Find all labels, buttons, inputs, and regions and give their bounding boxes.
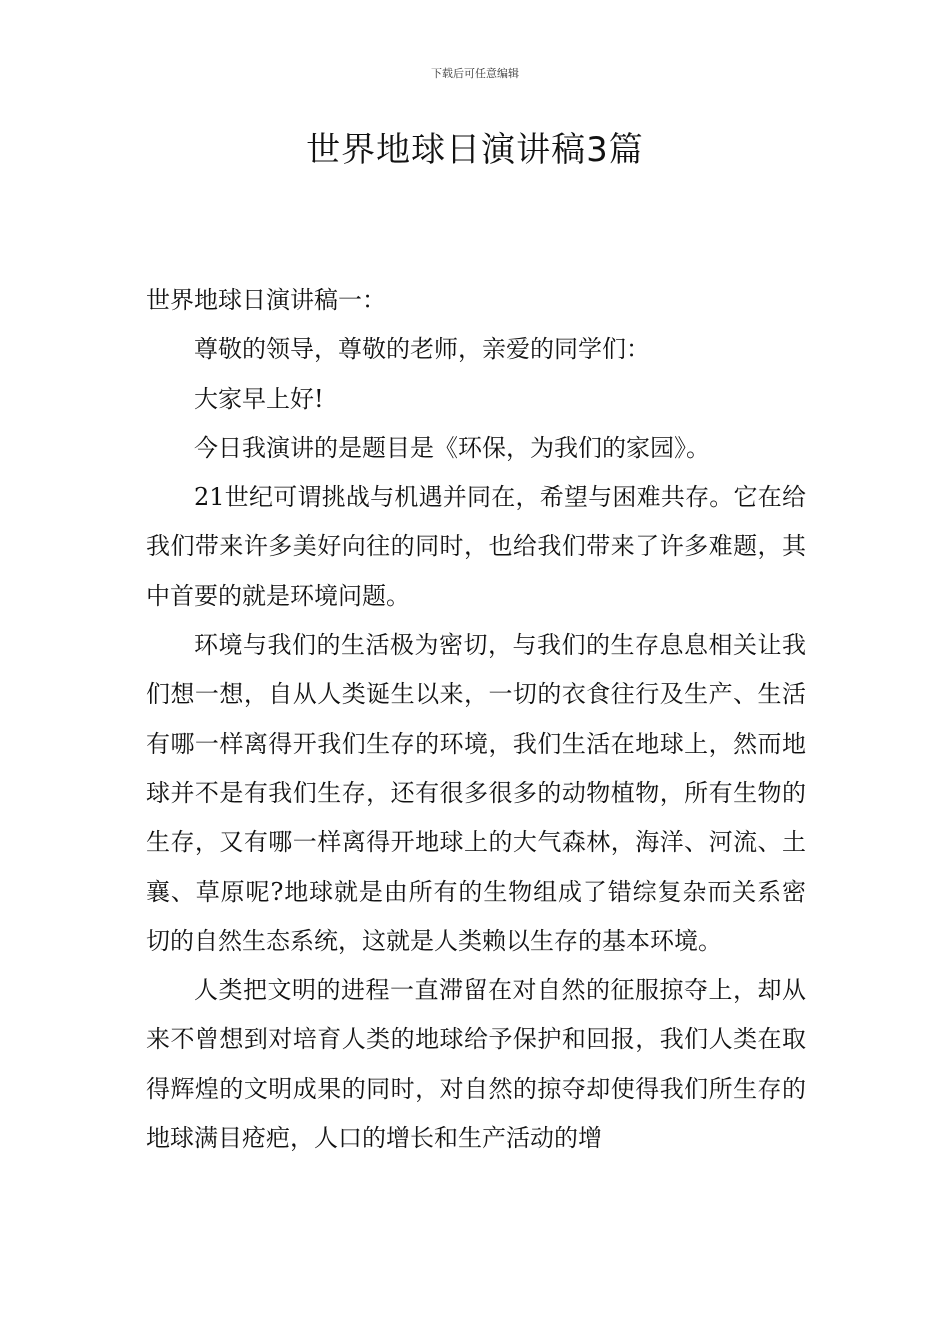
header-note: 下载后可任意编辑	[431, 67, 519, 80]
document-body	[146, 276, 806, 1163]
paragraph-salutation: 尊敬的领导，尊敬的老师，亲爱的同学们：	[194, 335, 650, 364]
paragraph-topic: 今日我演讲的是题目是《环保，为我们的家园》。	[194, 433, 710, 462]
paragraph-body: 环境与我们的生活极为密切，与我们的生存息息相关让我们想一想，自从人类诞生以来，一切的衣食往行及生产、生活有哪一样离得开我们生存的环境，我们生活在地球上，然而地球并不是有我们生存，还有很多很多的动物植物，所有生物的生存，又有哪一样离得开地球上的大气森林，海洋、河流、土襄、草原呢?地球就是由所有的生物组成了错综复杂而关系密切的自然生态系统，这就是人类赖以生存的基本环境。	[146, 631, 806, 955]
document-title: 世界地球日演讲稿3篇	[306, 130, 644, 170]
paragraph-body: 人类把文明的进程一直滞留在对自然的征服掠夺上，却从来不曾想到对培育人类的地球给予保护和回报，我们人类在取得辉煌的文明成果的同时，对自然的掠夺却使得我们所生存的地球满目疮疤，人口的增长和生产活动的增	[146, 976, 806, 1153]
section-heading: 世界地球日演讲稿一：	[146, 286, 386, 314]
paragraph-greeting: 大家早上好!	[194, 384, 324, 413]
paragraph-body: 21世纪可谓挑战与机遇并同在，希望与困难共存。它在给我们带来许多美好向往的同时，也给我们带来了许多难题，其中首要的就是环境问题。	[146, 483, 806, 610]
